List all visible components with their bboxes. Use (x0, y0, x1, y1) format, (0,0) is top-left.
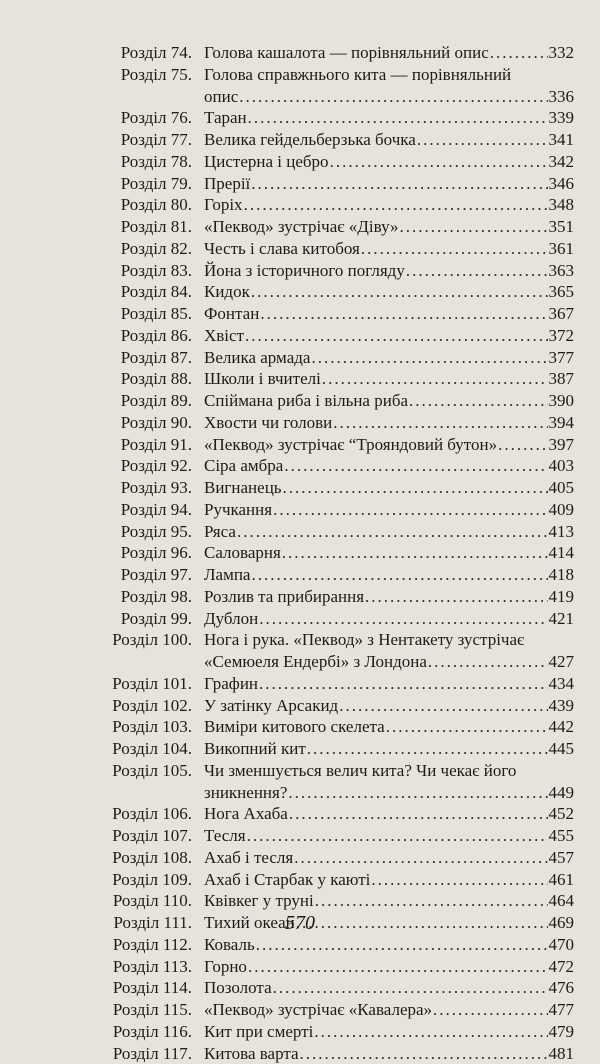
toc-entry (0, 303, 600, 325)
toc-entry (0, 173, 600, 195)
chapter-title: Хвости чи голови (204, 412, 332, 434)
chapter-title-wrap (202, 412, 574, 434)
chapter-label: Розділ 107. (0, 825, 202, 847)
chapter-title: Кит при смерті (204, 1021, 313, 1043)
chapter-title-wrap (202, 825, 574, 847)
chapter-title: Ахаб і тесля (204, 847, 293, 869)
toc-entry (0, 325, 600, 347)
chapter-label: Розділ 92. (0, 455, 202, 477)
chapter-title: Лампа (204, 564, 250, 586)
toc-entry (0, 564, 600, 586)
chapter-label: Розділ 81. (0, 216, 202, 238)
chapter-label: Розділ 83. (0, 260, 202, 282)
leader-dots (400, 216, 548, 238)
leader-dots (284, 455, 547, 477)
chapter-title: Виміри китового скелета (204, 716, 385, 738)
leader-dots (371, 869, 547, 891)
chapter-page-number: 351 (549, 216, 575, 238)
chapter-page-number: 394 (549, 412, 575, 434)
leader-dots (315, 890, 548, 912)
chapter-title-wrap (202, 129, 574, 151)
leader-dots (498, 434, 547, 456)
leader-dots (333, 412, 547, 434)
toc-entry (0, 586, 600, 608)
leader-dots (259, 608, 547, 630)
chapter-page-number: 469 (549, 912, 575, 934)
chapter-title-wrap (202, 1021, 574, 1043)
chapter-title: зникнення? (204, 782, 287, 804)
chapter-label: Розділ 84. (0, 281, 202, 303)
chapter-title-wrap (202, 803, 574, 825)
chapter-label: Розділ 91. (0, 434, 202, 456)
leader-dots (283, 477, 548, 499)
toc-entry-continuation (0, 86, 600, 108)
toc-entry-continuation (0, 651, 600, 673)
chapter-title-wrap (202, 651, 574, 673)
chapter-title: Тесля (204, 825, 246, 847)
chapter-title-wrap (202, 216, 574, 238)
chapter-title: Позолота (204, 977, 272, 999)
chapter-title-wrap (202, 42, 574, 64)
chapter-label: Розділ 100. (0, 629, 202, 651)
chapter-label: Розділ 87. (0, 347, 202, 369)
toc-entry (0, 716, 600, 738)
toc-entry (0, 695, 600, 717)
chapter-title-wrap (202, 477, 574, 499)
chapter-title: «Семюеля Ендербі» з Лондона (204, 651, 427, 673)
toc-entry (0, 477, 600, 499)
leader-dots (314, 1021, 547, 1043)
chapter-title: Нога Ахаба (204, 803, 288, 825)
leader-dots (282, 542, 548, 564)
chapter-title-wrap (202, 1043, 574, 1064)
toc-entry (0, 760, 600, 782)
leader-dots (247, 825, 548, 847)
leader-dots (386, 716, 548, 738)
chapter-title-wrap (202, 847, 574, 869)
page-number: 570 (0, 912, 600, 935)
chapter-page-number: 361 (549, 238, 575, 260)
chapter-title-wrap (202, 173, 574, 195)
chapter-title-wrap (202, 608, 574, 630)
chapter-label: Розділ 86. (0, 325, 202, 347)
chapter-label: Розділ 74. (0, 42, 202, 64)
toc-entry (0, 890, 600, 912)
chapter-title: У затінку Арсакид (204, 695, 338, 717)
chapter-title-wrap (202, 368, 574, 390)
chapter-page-number: 342 (549, 151, 575, 173)
chapter-title-wrap (202, 194, 574, 216)
chapter-label: Розділ 104. (0, 738, 202, 760)
chapter-page-number: 470 (549, 934, 575, 956)
toc-entry (0, 999, 600, 1021)
chapter-page-number: 479 (549, 1021, 575, 1043)
chapter-title-wrap (202, 542, 574, 564)
toc-entry (0, 934, 600, 956)
chapter-title-wrap (202, 64, 574, 86)
toc-entry (0, 825, 600, 847)
chapter-title: Хвіст (204, 325, 244, 347)
chapter-title-wrap (202, 977, 574, 999)
chapter-title-wrap (202, 455, 574, 477)
chapter-title: Викопний кит (204, 738, 306, 760)
chapter-title: Ряса (204, 521, 236, 543)
toc-entry (0, 238, 600, 260)
chapter-label: Розділ 96. (0, 542, 202, 564)
leader-dots (409, 390, 547, 412)
toc-entry (0, 738, 600, 760)
chapter-page-number: 461 (549, 869, 575, 891)
chapter-label: Розділ 82. (0, 238, 202, 260)
chapter-title-wrap (202, 86, 574, 108)
chapter-label: Розділ 111. (0, 912, 202, 934)
chapter-page-number: 397 (549, 434, 575, 456)
chapter-title-wrap (202, 260, 574, 282)
chapter-title-wrap (202, 521, 574, 543)
toc-entry (0, 608, 600, 630)
chapter-label: Розділ 103. (0, 716, 202, 738)
leader-dots (245, 325, 547, 347)
toc-entry (0, 151, 600, 173)
leader-dots (406, 260, 548, 282)
chapter-label: Розділ 76. (0, 107, 202, 129)
chapter-label: Розділ 108. (0, 847, 202, 869)
chapter-page-number: 419 (549, 586, 575, 608)
chapter-label: Розділ 117. (0, 1043, 202, 1064)
leader-dots (330, 151, 548, 173)
chapter-title-wrap (202, 869, 574, 891)
chapter-label: Розділ 101. (0, 673, 202, 695)
chapter-title-wrap (202, 347, 574, 369)
chapter-title-wrap (202, 673, 574, 695)
chapter-title-wrap (202, 238, 574, 260)
chapter-label: Розділ 99. (0, 608, 202, 630)
chapter-title: Вигнанець (204, 477, 282, 499)
leader-dots (273, 977, 548, 999)
chapter-title: опис (204, 86, 238, 108)
chapter-title-wrap (202, 890, 574, 912)
toc-entry (0, 368, 600, 390)
chapter-title-wrap (202, 716, 574, 738)
toc-entry (0, 216, 600, 238)
chapter-page-number: 332 (549, 42, 575, 64)
chapter-page-number: 346 (549, 173, 575, 195)
toc-entry (0, 977, 600, 999)
chapter-title: Таран (204, 107, 247, 129)
chapter-title: Велика армада (204, 347, 310, 369)
chapter-title-wrap (202, 564, 574, 586)
chapter-title-wrap (202, 303, 574, 325)
chapter-label: Розділ 78. (0, 151, 202, 173)
toc-entry (0, 194, 600, 216)
chapter-page-number: 413 (549, 521, 575, 543)
toc-entry (0, 281, 600, 303)
chapter-title: Ахаб і Старбак у каюті (204, 869, 370, 891)
chapter-label: Розділ 106. (0, 803, 202, 825)
chapter-page-number: 405 (549, 477, 575, 499)
chapter-title-wrap (202, 434, 574, 456)
chapter-title: Графин (204, 673, 258, 695)
chapter-page-number: 365 (549, 281, 575, 303)
chapter-page-number: 390 (549, 390, 575, 412)
leader-dots (365, 586, 547, 608)
chapter-title-wrap (202, 325, 574, 347)
chapter-page-number: 403 (549, 455, 575, 477)
chapter-page-number: 457 (549, 847, 575, 869)
chapter-label: Розділ 97. (0, 564, 202, 586)
chapter-label: Розділ 93. (0, 477, 202, 499)
chapter-title-wrap (202, 390, 574, 412)
chapter-page-number: 445 (549, 738, 575, 760)
chapter-title-wrap (202, 956, 574, 978)
leader-dots (251, 173, 547, 195)
chapter-title-wrap (202, 629, 574, 651)
leader-dots (322, 368, 548, 390)
chapter-page-number: 418 (549, 564, 575, 586)
leader-dots (490, 42, 548, 64)
chapter-title: Честь і слава китобоя (204, 238, 360, 260)
table-of-contents (0, 42, 600, 1064)
leader-dots (433, 999, 547, 1021)
chapter-label: Розділ 85. (0, 303, 202, 325)
chapter-page-number: 367 (549, 303, 575, 325)
toc-entry (0, 542, 600, 564)
chapter-page-number: 336 (549, 86, 575, 108)
chapter-title: Голова кашалота — порівняльний опис (204, 42, 489, 64)
chapter-title: Сіра амбра (204, 455, 283, 477)
toc-entry (0, 499, 600, 521)
chapter-label: Розділ 116. (0, 1021, 202, 1043)
toc-entry (0, 673, 600, 695)
chapter-title: «Пеквод» зустрічає «Кавалера» (204, 999, 432, 1021)
chapter-page-number: 339 (549, 107, 575, 129)
chapter-title: Коваль (204, 934, 255, 956)
toc-entry (0, 390, 600, 412)
leader-dots (251, 564, 547, 586)
toc-entry (0, 803, 600, 825)
chapter-title-wrap (202, 281, 574, 303)
chapter-page-number: 409 (549, 499, 575, 521)
chapter-page-number: 481 (549, 1043, 575, 1064)
leader-dots (244, 194, 548, 216)
chapter-page-number: 476 (549, 977, 575, 999)
chapter-title: Дублон (204, 608, 258, 630)
toc-entry (0, 64, 600, 86)
chapter-label: Розділ 114. (0, 977, 202, 999)
leader-dots (260, 303, 547, 325)
toc-entry (0, 847, 600, 869)
leader-dots (251, 281, 548, 303)
chapter-title: Ручкання (204, 499, 272, 521)
toc-entry (0, 1021, 600, 1043)
chapter-label: Розділ 110. (0, 890, 202, 912)
chapter-label: Розділ 94. (0, 499, 202, 521)
chapter-title: Прерії (204, 173, 250, 195)
chapter-title: Квівкег у труні (204, 890, 314, 912)
chapter-label: Розділ 109. (0, 869, 202, 891)
chapter-label: Розділ 88. (0, 368, 202, 390)
chapter-title-wrap (202, 151, 574, 173)
chapter-title: Горіх (204, 194, 243, 216)
leader-dots (239, 86, 547, 108)
leader-dots (248, 956, 548, 978)
leader-dots (428, 651, 548, 673)
chapter-page-number: 427 (549, 651, 575, 673)
chapter-title: «Пеквод» зустрічає “Трояндовий бутон» (204, 434, 497, 456)
chapter-page-number: 452 (549, 803, 575, 825)
toc-entry (0, 956, 600, 978)
toc-entry (0, 869, 600, 891)
chapter-page-number: 341 (549, 129, 575, 151)
chapter-title-wrap (202, 107, 574, 129)
chapter-title: Китова варта (204, 1043, 299, 1064)
chapter-title-wrap (202, 695, 574, 717)
toc-entry (0, 129, 600, 151)
chapter-title: Чи зменшується велич кита? Чи чекає його (204, 760, 516, 782)
chapter-label: Розділ 105. (0, 760, 202, 782)
toc-entry (0, 107, 600, 129)
chapter-title-wrap (202, 738, 574, 760)
toc-entry (0, 260, 600, 282)
chapter-title: Горно (204, 956, 247, 978)
chapter-title: Цистерна і цебро (204, 151, 329, 173)
toc-entry (0, 521, 600, 543)
chapter-page-number: 449 (549, 782, 575, 804)
chapter-page-number: 387 (549, 368, 575, 390)
chapter-page-number: 363 (549, 260, 575, 282)
chapter-title-wrap (202, 782, 574, 804)
leader-dots (307, 738, 548, 760)
toc-entry (0, 1043, 600, 1064)
toc-entry (0, 629, 600, 651)
chapter-label: Розділ 113. (0, 956, 202, 978)
chapter-title: Тихий океан (204, 912, 295, 934)
toc-entry (0, 42, 600, 64)
chapter-title: Фонтан (204, 303, 259, 325)
leader-dots (361, 238, 548, 260)
leader-dots (339, 695, 547, 717)
chapter-title-wrap (202, 999, 574, 1021)
chapter-title-wrap (202, 499, 574, 521)
toc-entry (0, 455, 600, 477)
toc-entry (0, 434, 600, 456)
chapter-title: Голова справжнього кита — порівняльний (204, 64, 511, 86)
leader-dots (256, 934, 548, 956)
chapter-title: Школи і вчителі (204, 368, 321, 390)
chapter-label: Розділ 112. (0, 934, 202, 956)
leader-dots (288, 782, 547, 804)
leader-dots (273, 499, 547, 521)
chapter-label: Розділ 98. (0, 586, 202, 608)
chapter-title: Саловарня (204, 542, 281, 564)
chapter-page-number: 348 (549, 194, 575, 216)
chapter-page-number: 377 (549, 347, 575, 369)
leader-dots (289, 803, 548, 825)
leader-dots (248, 107, 548, 129)
chapter-page-number: 434 (549, 673, 575, 695)
chapter-page-number: 442 (549, 716, 575, 738)
chapter-page-number: 439 (549, 695, 575, 717)
chapter-page-number: 464 (549, 890, 575, 912)
leader-dots (311, 347, 547, 369)
chapter-title: Нога і рука. «Пеквод» з Нентакету зустрічає (204, 629, 524, 651)
chapter-page-number: 414 (549, 542, 575, 564)
chapter-title-wrap (202, 586, 574, 608)
chapter-title-wrap (202, 760, 574, 782)
toc-entry (0, 347, 600, 369)
chapter-page-number: 477 (549, 999, 575, 1021)
chapter-label: Розділ 95. (0, 521, 202, 543)
chapter-page-number: 421 (549, 608, 575, 630)
chapter-label: Розділ 75. (0, 64, 202, 86)
toc-entry-continuation (0, 782, 600, 804)
chapter-label: Розділ 89. (0, 390, 202, 412)
chapter-label: Розділ 90. (0, 412, 202, 434)
leader-dots (259, 673, 547, 695)
chapter-title: Йона з історичного погляду (204, 260, 405, 282)
leader-dots (294, 847, 547, 869)
chapter-title: Велика гейдельберзька бочка (204, 129, 416, 151)
chapter-title-wrap (202, 934, 574, 956)
toc-entry (0, 412, 600, 434)
chapter-title: Кидок (204, 281, 250, 303)
chapter-title: «Пеквод» зустрічає «Діву» (204, 216, 399, 238)
leader-dots (237, 521, 548, 543)
chapter-label: Розділ 77. (0, 129, 202, 151)
chapter-page-number: 372 (549, 325, 575, 347)
chapter-label: Розділ 79. (0, 173, 202, 195)
chapter-label: Розділ 115. (0, 999, 202, 1021)
leader-dots (417, 129, 548, 151)
chapter-page-number: 455 (549, 825, 575, 847)
chapter-title: Розлив та прибирання (204, 586, 364, 608)
leader-dots (300, 1043, 548, 1064)
chapter-label: Розділ 80. (0, 194, 202, 216)
chapter-title: Спіймана риба і вільна риба (204, 390, 408, 412)
chapter-page-number: 472 (549, 956, 575, 978)
chapter-label: Розділ 102. (0, 695, 202, 717)
